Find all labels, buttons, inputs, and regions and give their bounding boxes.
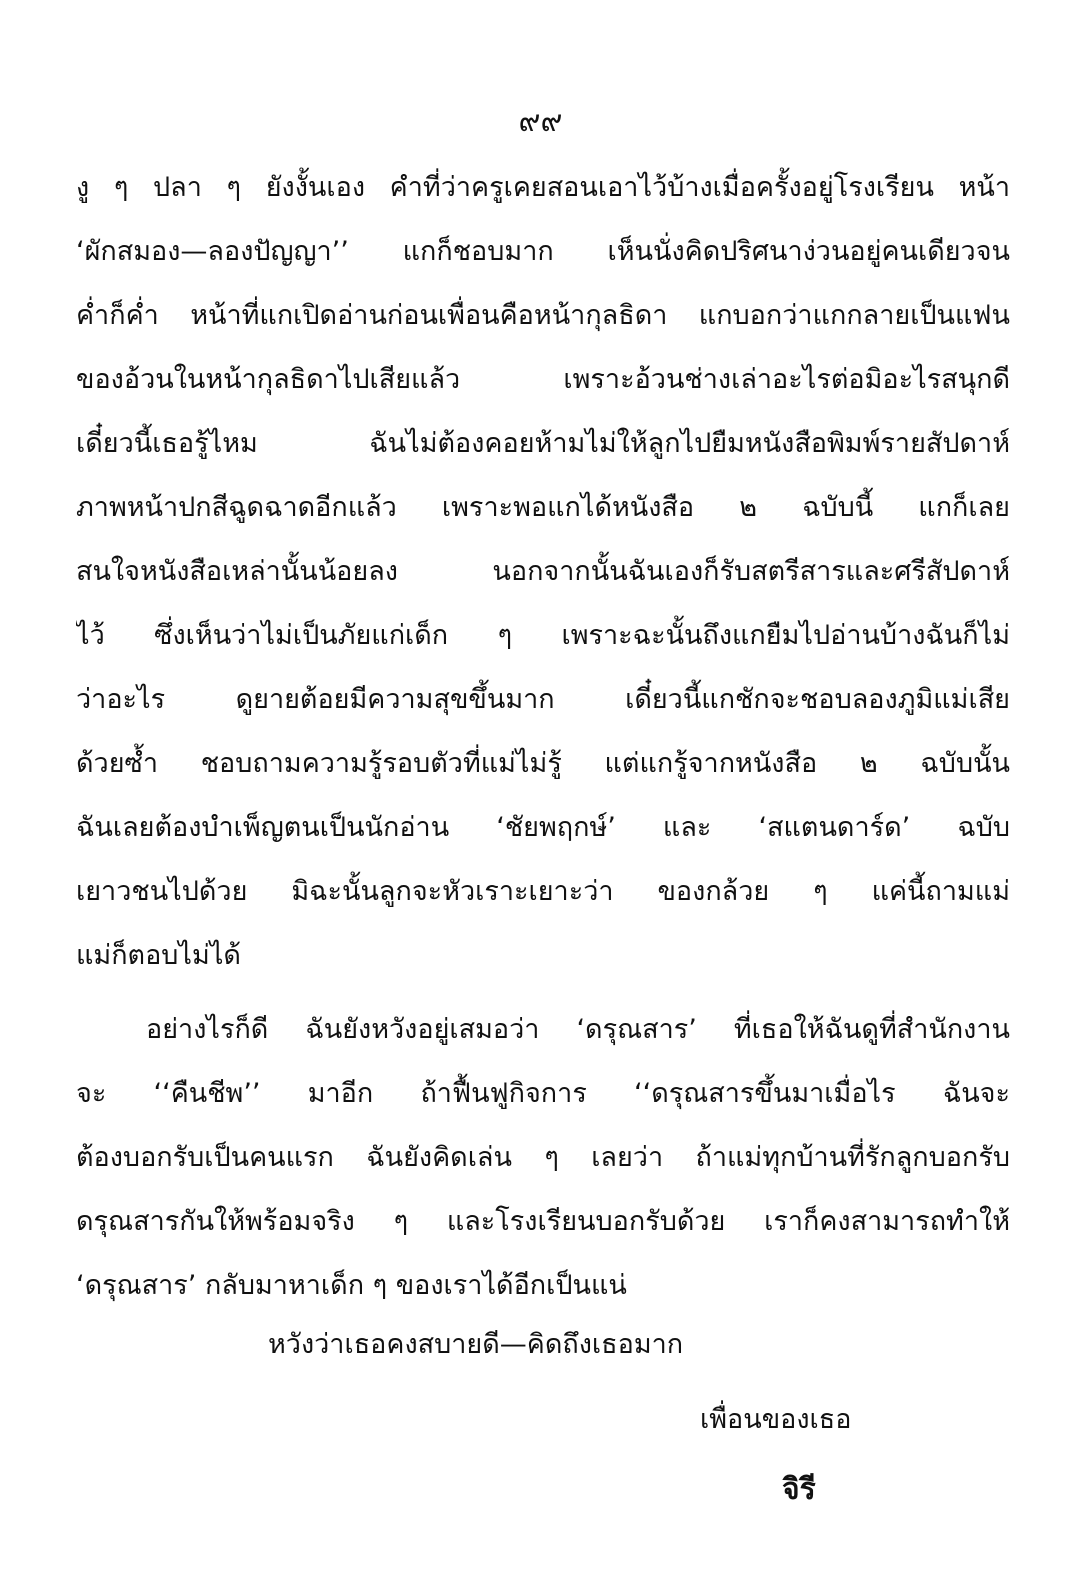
text-line: ดรุณสารกันให้พร้อมจริง ๆ และโรงเรียนบอกรับด้วย เราก็คงสามารถทำให้ bbox=[76, 1206, 1010, 1237]
text-line: แม่ก็ตอบไม่ได้ bbox=[76, 940, 241, 971]
text-line: ต้องบอกรับเป็นคนแรก ฉันยังคิดเล่น ๆ เลยว่า ถ้าแม่ทุกบ้านที่รักลูกบอกรับ bbox=[76, 1142, 1010, 1173]
text-line: ภาพหน้าปกสีฉูดฉาดอีกแล้ว เพราะพอแกได้หนังสือ ๒ ฉบับนี้ แกก็เลย bbox=[76, 492, 1010, 523]
signature: จิรี bbox=[782, 1472, 816, 1507]
text-line: ‘ผักสมอง—ลองปัญญา’’ แกก็ชอบมาก เห็นนั่งคิดปริศนาง่วนอยู่คนเดียวจน bbox=[76, 236, 1010, 267]
page-number: ๙๙ bbox=[518, 104, 563, 139]
text-line: ด้วยซ้ำ ชอบถามความรู้รอบตัวที่แม่ไม่รู้ แต่แกรู้จากหนังสือ ๒ ฉบับนั้น bbox=[76, 748, 1010, 779]
text-line: ว่าอะไร ดูยายต้อยมีความสุขขึ้นมาก เดี๋ยวนี้แกชักจะชอบลองภูมิแม่เสีย bbox=[76, 684, 1010, 715]
text-line: ค่ำก็ค่ำ หน้าที่แกเปิดอ่านก่อนเพื่อนคือหน้ากุลธิดา แกบอกว่าแกกลายเป็นแฟน bbox=[76, 300, 1010, 331]
text-line: ของอ้วนในหน้ากุลธิดาไปเสียแล้ว เพราะอ้วนช่างเล่าอะไรต่อมิอะไรสนุกดี bbox=[76, 364, 1010, 395]
text-line: ไว้ ซึ่งเห็นว่าไม่เป็นภัยแก่เด็ก ๆ เพราะฉะนั้นถึงแกยืมไปอ่านบ้างฉันก็ไม่ bbox=[76, 620, 1010, 651]
text-line: สนใจหนังสือเหล่านั้นน้อยลง นอกจากนั้นฉันเองก็รับสตรีสารและศรีสัปดาห์ bbox=[76, 556, 1010, 587]
friend-line: เพื่อนของเธอ bbox=[700, 1404, 852, 1435]
letter-body bbox=[76, 156, 1010, 1318]
paragraph-1 bbox=[76, 156, 1010, 988]
text-line: ฉันเลยต้องบำเพ็ญตนเป็นนักอ่าน ‘ชัยพฤกษ์’ และ ‘สแตนดาร์ด’ ฉบับ bbox=[76, 812, 1010, 843]
closing-line: หวังว่าเธอคงสบายดี—คิดถึงเธอมาก bbox=[268, 1329, 684, 1360]
text-line: งู ๆ ปลา ๆ ยังงั้นเอง คำที่ว่าครูเคยสอนเอาไว้บ้างเมื่อครั้งอยู่โรงเรียน หน้า bbox=[76, 172, 1010, 203]
text-line: จะ ‘‘คืนชีพ’’ มาอีก ถ้าฟื้นฟูกิจการ ‘‘ดรุณสารขึ้นมาเมื่อไร ฉันจะ bbox=[76, 1078, 1010, 1109]
text-line: อย่างไรก็ดี ฉันยังหวังอยู่เสมอว่า ‘ดรุณสาร’ ที่เธอให้ฉันดูที่สำนักงาน bbox=[146, 1014, 1010, 1045]
paragraph-2 bbox=[76, 998, 1010, 1318]
text-line: ‘ดรุณสาร’ กลับมาหาเด็ก ๆ ของเราได้อีกเป็นแน่ bbox=[76, 1270, 627, 1301]
text-line: เดี๋ยวนี้เธอรู้ไหม ฉันไม่ต้องคอยห้ามไม่ให้ลูกไปยืมหนังสือพิมพ์รายสัปดาห์ bbox=[76, 428, 1010, 459]
text-line: เยาวชนไปด้วย มิฉะนั้นลูกจะหัวเราะเยาะว่า ของกล้วย ๆ แค่นี้ถามแม่ bbox=[76, 876, 1010, 907]
